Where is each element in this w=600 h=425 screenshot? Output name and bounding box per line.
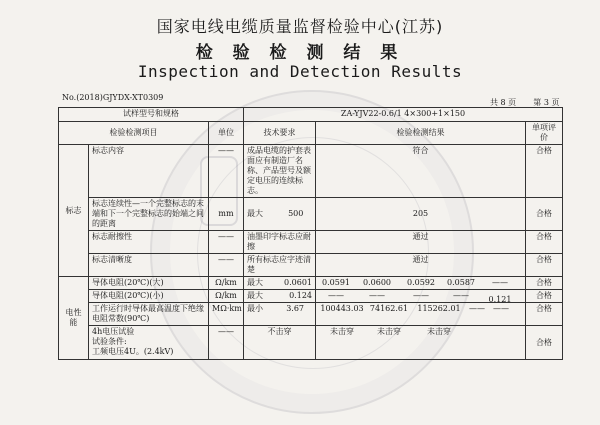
page-total: 共 8 页 <box>490 98 517 107</box>
results-table <box>58 107 563 360</box>
col-requirement-header: 技术要求 <box>244 122 316 145</box>
table-row <box>59 290 563 303</box>
report-number: No.(2018)GJYDX-XT0309 <box>62 93 164 102</box>
requirement-cell <box>244 198 316 231</box>
unit-cell: Ω/km <box>209 277 244 290</box>
institution-title: 国家电线电缆质量监督检验中心(江苏) <box>156 17 444 36</box>
unit-cell: —— <box>209 326 244 360</box>
result-value: 0.0591 <box>322 278 350 287</box>
unit-cell: Ω/km <box>209 290 244 303</box>
unit-cell: —— <box>209 231 244 254</box>
requirement-value: 3.67 <box>286 304 304 313</box>
col-eval-header: 单项评价 <box>526 122 563 145</box>
result-value: —— <box>493 304 509 313</box>
requirement-cell <box>244 277 316 290</box>
requirement-prefix: 最大 <box>247 278 263 287</box>
result-cell <box>316 290 526 303</box>
result-value: —— <box>413 291 429 300</box>
eval-cell: 合格 <box>526 145 563 198</box>
eval-cell: 合格 <box>526 198 563 231</box>
item-cell: 标志内容 <box>89 145 209 198</box>
item-line: 4h电压试验 <box>92 327 135 336</box>
model-value: ZA-YJV22-0.6/1 4×300+1×150 <box>244 108 563 122</box>
col-result-header: 检验检测结果 <box>316 122 526 145</box>
requirement-cell: 油墨印字标志应耐擦 <box>244 231 316 254</box>
result-cell: 符合 <box>316 145 526 198</box>
result-value: —— <box>492 278 508 287</box>
group-label-electrical: 电性能 <box>59 277 89 360</box>
eval-cell: 合格 <box>526 290 563 303</box>
eval-cell: 合格 <box>526 231 563 254</box>
result-value: —— <box>453 291 469 300</box>
requirement-cell: 成品电缆的护套表面应有制造厂名称、产品型号及额定电压的连续标志。 <box>244 145 316 198</box>
result-value: 100443.03 <box>320 304 364 313</box>
header-row <box>59 122 563 145</box>
model-row <box>59 108 563 122</box>
eval-cell: 合格 <box>526 277 563 290</box>
requirement-cell <box>244 303 316 326</box>
result-value: 未击穿 <box>377 327 401 336</box>
item-line: 试验条件: <box>92 337 127 346</box>
result-value: 115262.01 <box>417 304 461 313</box>
result-value: —— <box>369 291 385 300</box>
result-value: 未击穿 <box>330 327 354 336</box>
item-cell: 标志连续性—一个完整标志的末端和下一个完整标志的始端之间的距离 <box>89 198 209 231</box>
unit-cell: —— <box>209 145 244 198</box>
table-row <box>59 277 563 290</box>
item-cell: 导体电阻(20℃)(小) <box>89 290 209 303</box>
page-current: 第 3 页 <box>533 98 560 107</box>
item-cell: 导体电阻(20℃)(大) <box>89 277 209 290</box>
item-cell: 标志耐擦性 <box>89 231 209 254</box>
result-cell: 通过 <box>316 231 526 254</box>
table-row <box>59 303 563 326</box>
item-line: 工频电压4U。(2.4kV) <box>92 347 174 356</box>
result-value: 0.121 <box>488 295 512 304</box>
requirement-cell: 不击穿 <box>244 326 316 360</box>
result-value: 74162.61 <box>369 304 409 313</box>
table-row <box>59 326 563 360</box>
unit-cell: mm <box>209 198 244 231</box>
table-row <box>59 254 563 277</box>
report-title: 检 验 检 测 结 果 <box>195 43 405 63</box>
result-cell <box>316 303 526 326</box>
requirement-prefix: 最大 <box>247 209 263 218</box>
unit-cell: —— <box>209 254 244 277</box>
model-label: 试样型号和规格 <box>59 108 244 122</box>
result-cell <box>316 277 526 290</box>
item-cell: 标志清晰度 <box>89 254 209 277</box>
result-value: —— <box>328 291 344 300</box>
report-title-english: Inspection and Detection Results <box>137 62 463 81</box>
group-label-marking: 标志 <box>59 145 89 277</box>
eval-cell: 合格 <box>526 303 563 326</box>
requirement-cell <box>244 290 316 303</box>
result-value: 0.0592 <box>407 278 435 287</box>
requirement-prefix: 最小 <box>247 304 263 313</box>
unit-cell: MΩ·km <box>209 303 244 326</box>
result-value: 未击穿 <box>427 327 451 336</box>
result-cell: 通过 <box>316 254 526 277</box>
requirement-prefix: 最大 <box>247 291 263 300</box>
requirement-value: 500 <box>288 209 304 218</box>
col-item-header: 检验检测项目 <box>59 122 209 145</box>
result-cell: 205 <box>316 198 526 231</box>
eval-cell: 合格 <box>526 254 563 277</box>
table-row <box>59 198 563 231</box>
requirement-value: 0.0601 <box>284 278 312 287</box>
requirement-cell: 所有标志应字迹清楚 <box>244 254 316 277</box>
result-value: 0.0600 <box>363 278 391 287</box>
table-row <box>59 145 563 198</box>
item-cell <box>89 326 209 360</box>
table-row <box>59 231 563 254</box>
col-unit-header: 单位 <box>209 122 244 145</box>
eval-cell: 合格 <box>526 326 563 360</box>
result-value: 0.0587 <box>447 278 475 287</box>
requirement-value: 0.124 <box>289 291 312 300</box>
result-value: —— <box>469 304 485 313</box>
result-cell <box>316 326 526 360</box>
item-cell: 工作运行时导体最高温度下绝缘电阻常数(90℃) <box>89 303 209 326</box>
